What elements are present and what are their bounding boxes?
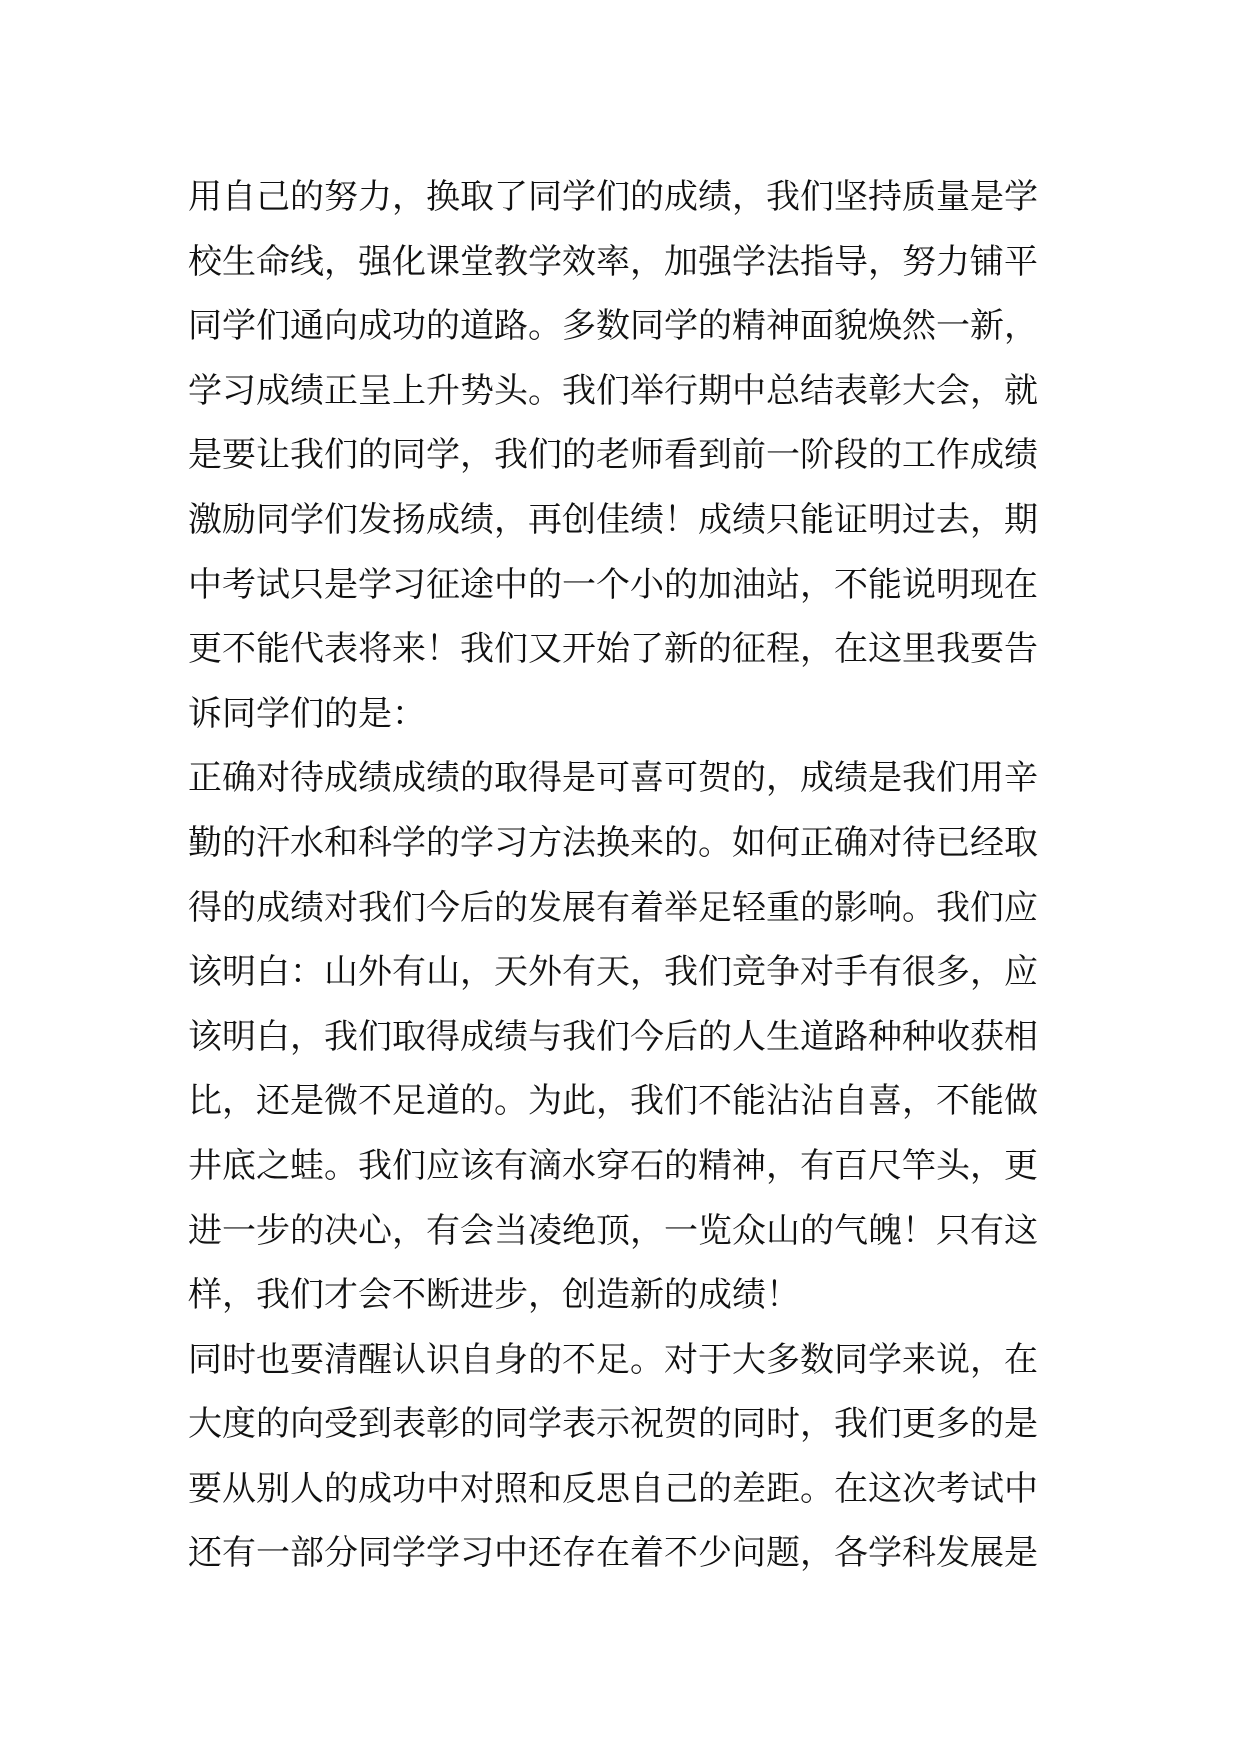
- text-line: 该明白：山外有山，天外有天，我们竞争对手有很多，应: [188, 952, 1038, 993]
- text-line: 同学们通向成功的道路。多数同学的精神面貌焕然一新，: [188, 306, 1038, 347]
- text-line: 激励同学们发扬成绩，再创佳绩！成绩只能证明过去，期: [188, 499, 1038, 540]
- text-line: 同时也要清醒认识自身的不足。对于大多数同学来说，在: [188, 1339, 1038, 1380]
- text-line: 大度的向受到表彰的同学表示祝贺的同时，我们更多的是: [188, 1404, 1038, 1445]
- text-line: 更不能代表将来！我们又开始了新的征程，在这里我要告: [188, 629, 1038, 670]
- text-line: 进一步的决心，有会当凌绝顶，一览众山的气魄！只有这: [188, 1210, 1038, 1251]
- text-line: 学习成绩正呈上升势头。我们举行期中总结表彰大会，就: [188, 370, 1038, 411]
- text-line: 比，还是微不足道的。为此，我们不能沾沾自喜，不能做: [188, 1081, 1038, 1122]
- text-line: 样，我们才会不断进步，创造新的成绩！: [188, 1275, 800, 1316]
- text-line: 要从别人的成功中对照和反思自己的差距。在这次考试中: [188, 1468, 1038, 1509]
- text-line: 井底之蛙。我们应该有滴水穿石的精神，有百尺竿头，更: [188, 1145, 1038, 1186]
- body-text: [188, 165, 1058, 1586]
- text-line: 正确对待成绩成绩的取得是可喜可贺的，成绩是我们用辛: [188, 758, 1038, 799]
- text-line: 校生命线，强化课堂教学效率，加强学法指导，努力铺平: [188, 241, 1038, 282]
- text-line: 用自己的努力，换取了同学们的成绩，我们坚持质量是学: [188, 177, 1038, 217]
- text-line: 中考试只是学习征途中的一个小的加油站，不能说明现在: [188, 564, 1038, 605]
- text-line: 是要让我们的同学，我们的老师看到前一阶段的工作成绩: [188, 435, 1038, 476]
- text-line: 诉同学们的是：: [188, 693, 426, 734]
- text-line: 该明白，我们取得成绩与我们今后的人生道路种种收获相: [188, 1016, 1038, 1057]
- text-line: 还有一部分同学学习中还存在着不少问题，各学科发展是: [188, 1533, 1038, 1574]
- text-line: 得的成绩对我们今后的发展有着举足轻重的影响。我们应: [188, 887, 1038, 928]
- text-line: 勤的汗水和科学的学习方法换来的。如何正确对待已经取: [188, 822, 1038, 863]
